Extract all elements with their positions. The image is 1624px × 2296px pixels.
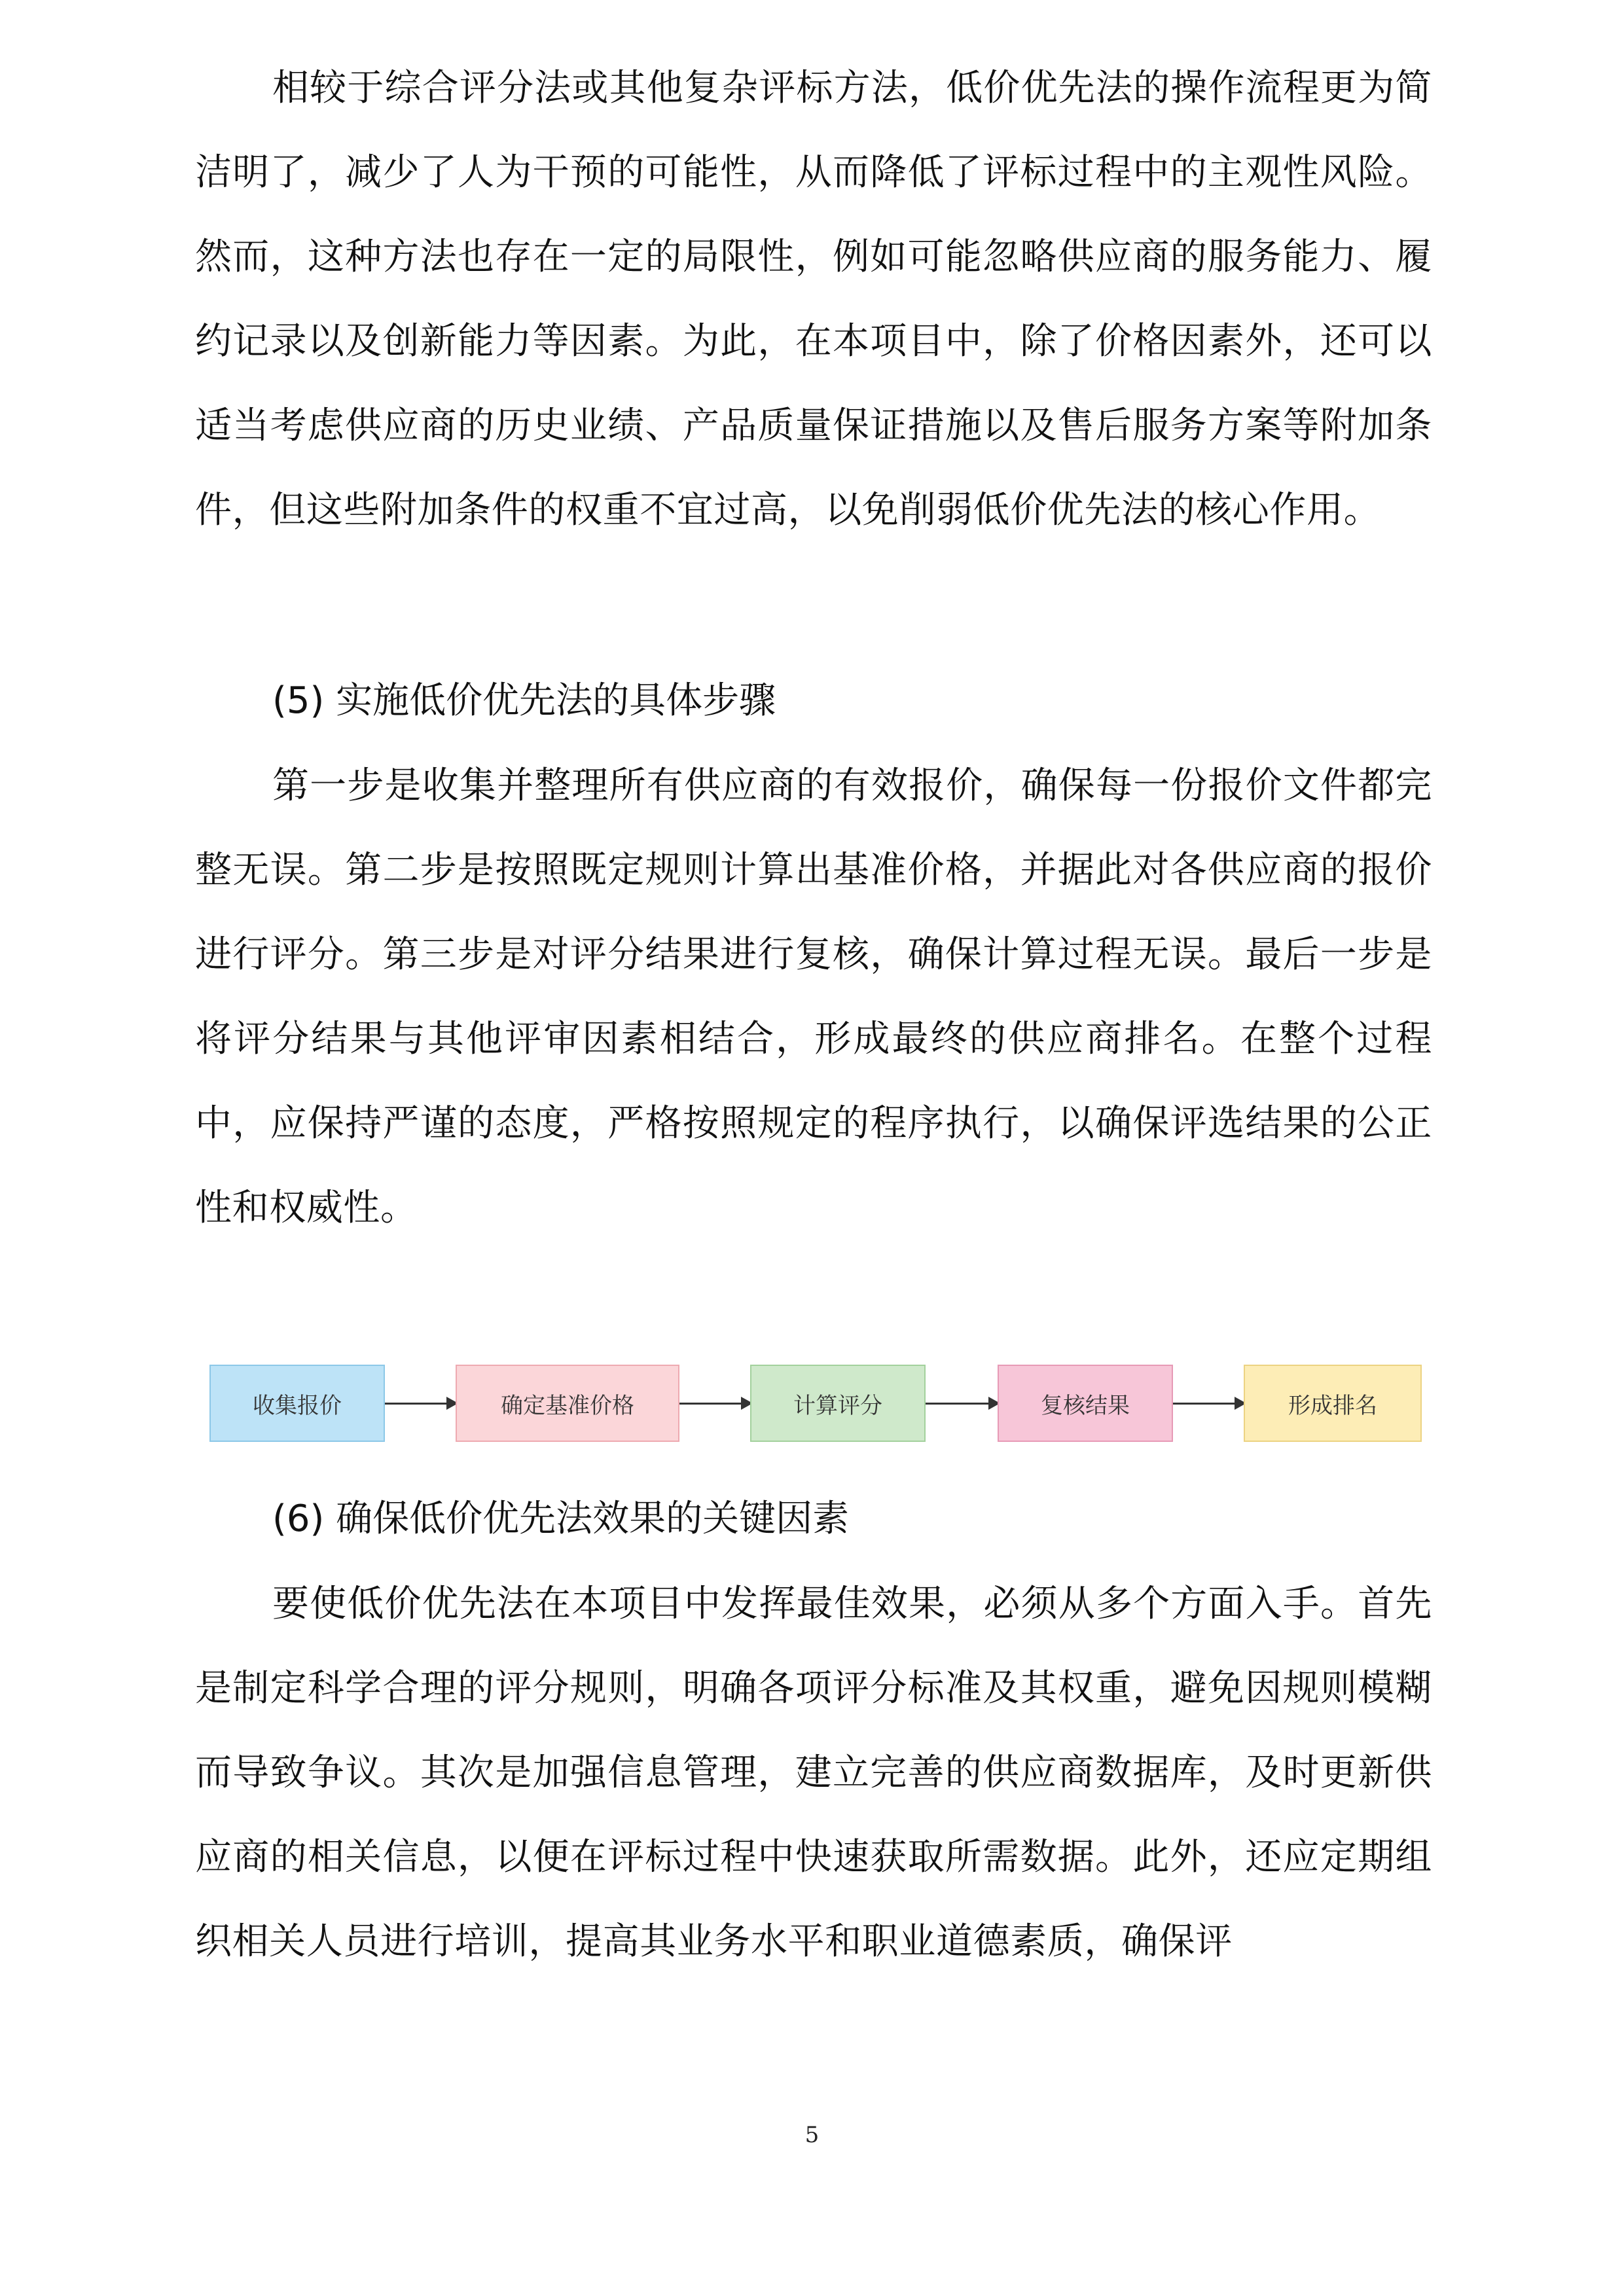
flow-arrow-icon [1173, 1403, 1244, 1405]
flow-arrow-icon [385, 1403, 456, 1405]
section-heading-5: (5) 实施低价优先法的具体步骤 [272, 679, 776, 722]
flow-step-form-ranking [1244, 1365, 1422, 1442]
paragraph-low-price-method-overview: 相较于综合评分法或其他复杂评标方法，低价优先法的操作流程更为简洁明了，减少了人为干预的可能性，从而降低了评标过程中的主观性风险。然而，这种方法也存在一定的局限性，例如可能忽略供应商的服务能力、履约记录以及创新能力等因素。为此，在本项目中，除了价格因素外，还可以适当考虑供应商的历史业绩、产品质量保证措施以及售后服务方案等附加条件，但这些附加条件的权重不宜过高，以免削弱低价优先法的核心作用。 [195, 67, 1432, 531]
paragraph-key-factors: 要使低价优先法在本项目中发挥最佳效果，必须从多个方面入手。首先是制定科学合理的评分规则，明确各项评分标准及其权重，避免因规则模糊而导致争议。其次是加强信息管理，建立完善的供应商数据库，及时更新供应商的相关信息，以便在评标过程中快速获取所需数据。此外，还应定期组织相关人员进行培训，提高其业务水平和职业道德素质，确保评 [195, 1583, 1432, 1963]
flow-step-label: 计算评分 [793, 1392, 882, 1419]
flow-arrow-icon [926, 1403, 998, 1405]
flow-step-calculate-score [750, 1365, 926, 1442]
flow-step-label: 确定基准价格 [501, 1392, 634, 1419]
paragraph-implementation-steps: 第一步是收集并整理所有供应商的有效报价，确保每一份报价文件都完整无误。第二步是按照既定规则计算出基准价格，并据此对各供应商的报价进行评分。第三步是对评分结果进行复核，确保计算过程无误。最后一步是将评分结果与其他评审因素相结合，形成最终的供应商排名。在整个过程中，应保持严谨的态度，严格按照规定的程序执行，以确保评选结果的公正性和权威性。 [195, 764, 1432, 1229]
flow-step-label: 复核结果 [1041, 1392, 1130, 1419]
flow-step-collect-quotes [209, 1365, 385, 1442]
flow-step-determine-base-price [456, 1365, 679, 1442]
flow-step-label: 收集报价 [253, 1392, 342, 1419]
page-number: 5 [804, 2122, 820, 2148]
flow-step-label: 形成排名 [1288, 1392, 1377, 1419]
flow-arrow-icon [679, 1403, 750, 1405]
flow-step-review-results [998, 1365, 1173, 1442]
section-heading-6: (6) 确保低价优先法效果的关键因素 [272, 1498, 850, 1540]
process-flowchart [209, 1365, 1427, 1443]
